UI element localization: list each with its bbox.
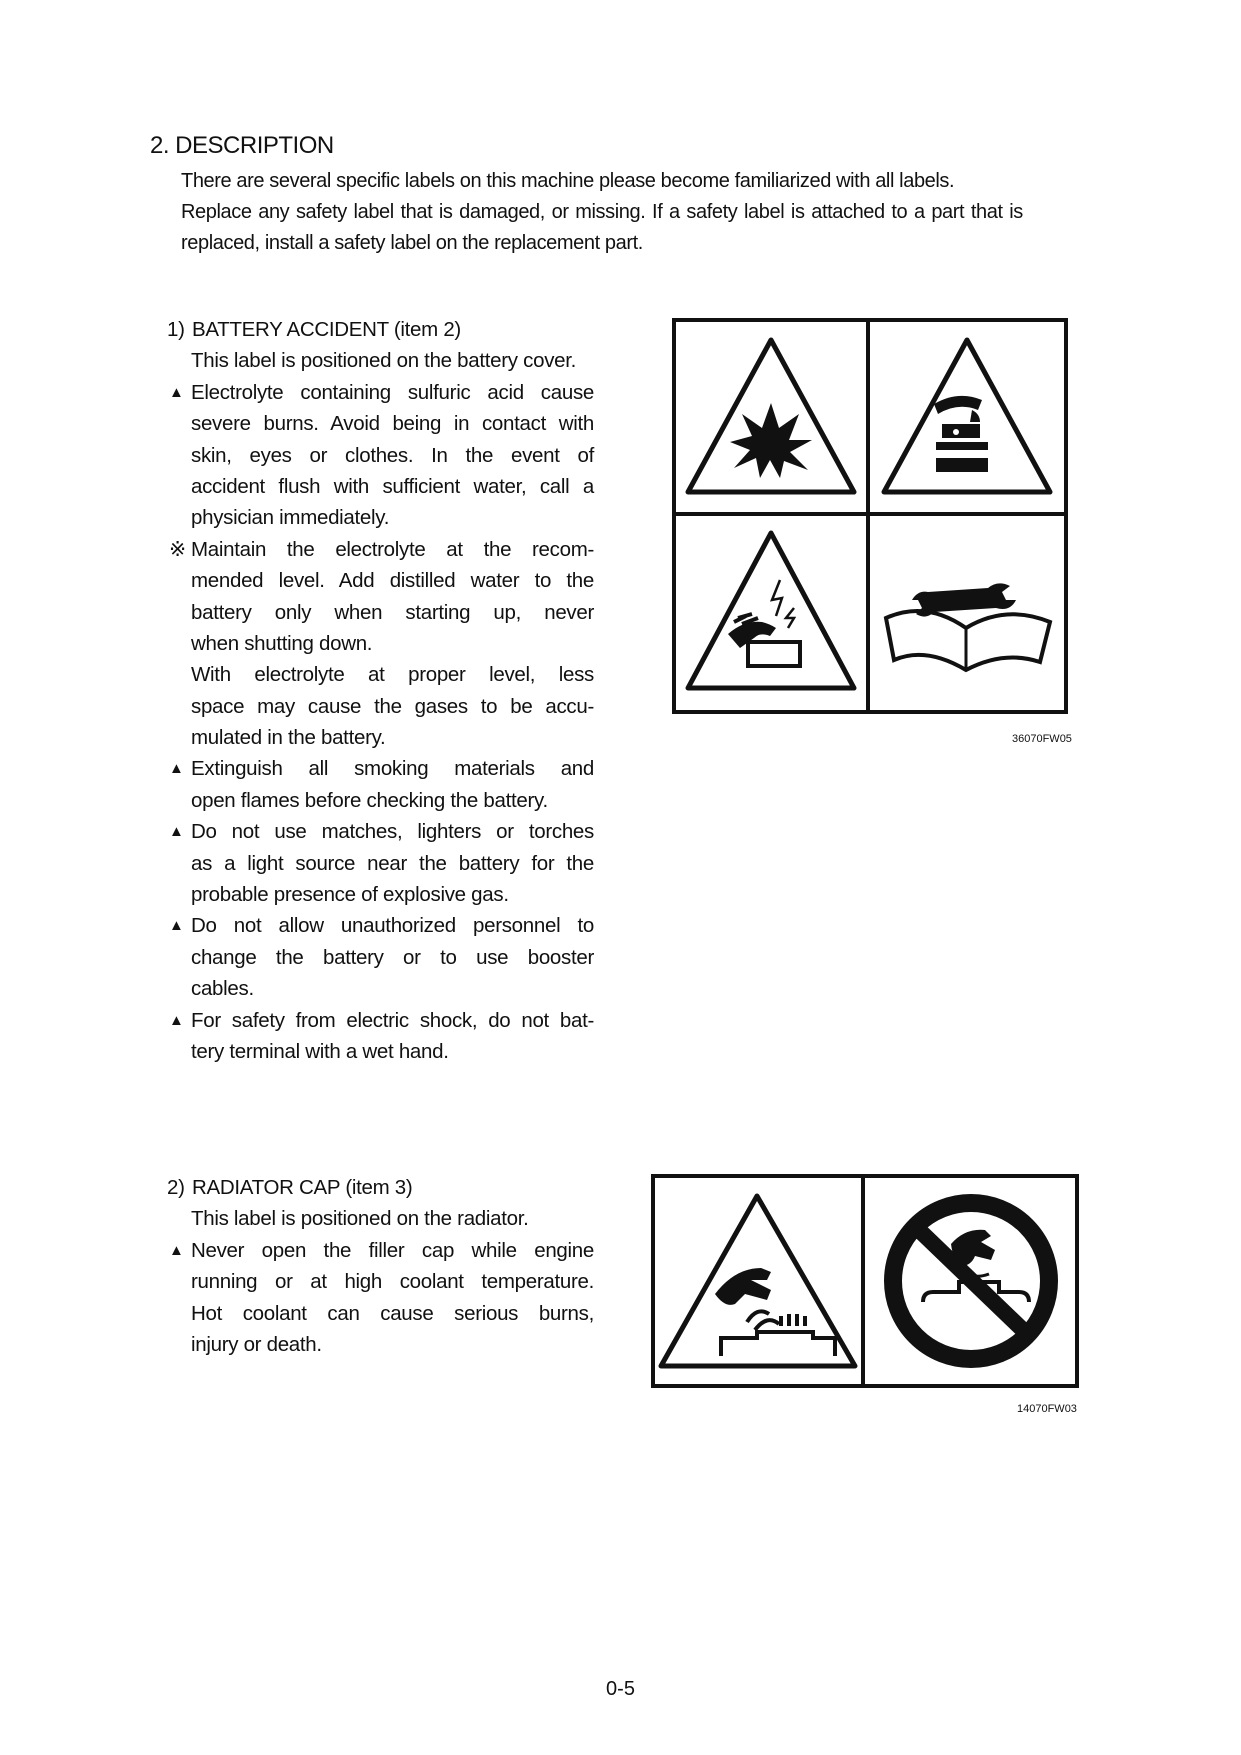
- battery-warning-text: tery terminal with a wet hand.: [191, 1039, 449, 1063]
- do-not-open-cap-icon: [893, 1203, 1049, 1359]
- warning-triangle-icon: ▲: [169, 917, 184, 935]
- warning-triangle-icon: ▲: [169, 823, 184, 841]
- battery-electric-shock-warning-icon: [688, 533, 854, 688]
- battery-warning-text: mulated in the battery.: [191, 726, 386, 750]
- battery-warning-line: [163, 565, 594, 596]
- battery-warning-line: [163, 691, 594, 722]
- battery-warning-line: [163, 879, 594, 910]
- battery-warning-line: [163, 502, 594, 533]
- battery-warning-text: cables.: [191, 977, 254, 1001]
- battery-warning-line: [163, 534, 594, 565]
- battery-warning-text: open flames before checking the battery.: [191, 788, 548, 812]
- battery-warning-text: as a light source near the battery for the: [191, 851, 594, 875]
- battery-warning-text: when shutting down.: [191, 631, 373, 655]
- explosion-warning-icon: [688, 340, 854, 492]
- radiator-label-figure: [651, 1174, 1079, 1390]
- warning-triangle-icon: ▲: [169, 383, 184, 401]
- radiator-position: This label is positioned on the radiator.: [191, 1207, 529, 1231]
- radiator-warning-text: running or at high coolant temperature.: [191, 1270, 594, 1294]
- note-mark-icon: ※: [169, 537, 186, 561]
- intro-line-3: replaced, install a safety label on the replacement part.: [181, 232, 643, 254]
- battery-label-figure: [672, 318, 1068, 715]
- battery-warning-line: [163, 785, 594, 816]
- battery-warning-text: space may cause the gases to be accu-: [191, 694, 594, 718]
- battery-warning-line: [163, 659, 594, 690]
- battery-warning-line: [163, 910, 594, 941]
- battery-warning-line: [163, 848, 594, 879]
- radiator-warning-line: [163, 1266, 594, 1297]
- battery-warning-line: [163, 597, 594, 628]
- battery-warning-line: [163, 471, 594, 502]
- radiator-title: RADIATOR CAP: [192, 1176, 340, 1199]
- radiator-number: 2): [167, 1176, 185, 1199]
- intro-line-2: Replace any safety label that is damaged, or missing. If a safety label is attached to a part that is: [181, 201, 1023, 223]
- battery-warning-text: skin, eyes or clothes. In the event of: [191, 443, 594, 467]
- radiator-warning-line: [163, 1298, 594, 1329]
- battery-warning-text: battery only when starting up, never: [191, 600, 594, 624]
- battery-warning-text: Extinguish all smoking materials and: [191, 757, 594, 781]
- page-number: 0-5: [606, 1678, 635, 1700]
- battery-warning-line: [163, 753, 594, 784]
- battery-label-code: 36070FW05: [1012, 733, 1072, 745]
- battery-warning-text: severe burns. Avoid being in contact with: [191, 412, 594, 436]
- radiator-warning-text: Hot coolant can cause serious burns,: [191, 1301, 594, 1325]
- battery-number: 1): [167, 318, 185, 341]
- radiator-warning-text: Never open the filler cap while engine: [191, 1238, 594, 1262]
- battery-warning-line: [163, 1005, 594, 1036]
- radiator-section: [163, 1172, 594, 1360]
- intro-line-1: There are several specific labels on this machine please become familiarized with all labels.: [181, 170, 955, 192]
- radiator-warning-list: [163, 1235, 594, 1361]
- warning-triangle-icon: ▲: [169, 760, 184, 778]
- battery-warning-text: physician immediately.: [191, 506, 390, 530]
- battery-warning-line: [163, 628, 594, 659]
- battery-heading: [163, 314, 594, 345]
- battery-warning-line: [163, 1036, 594, 1067]
- battery-warning-text: With electrolyte at proper level, less: [191, 663, 594, 687]
- radiator-warning-line: [163, 1235, 594, 1266]
- battery-warning-line: [163, 377, 594, 408]
- battery-warning-text: probable presence of explosive gas.: [191, 883, 509, 907]
- warning-triangle-icon: ▲: [169, 1011, 184, 1029]
- battery-warning-line: [163, 973, 594, 1004]
- hot-coolant-warning-icon: [661, 1196, 855, 1366]
- battery-warning-line: [163, 816, 594, 847]
- battery-warning-text: accident flush with sufficient water, call a: [191, 474, 594, 498]
- radiator-label-code: 14070FW03: [1017, 1403, 1077, 1415]
- battery-warning-text: For safety from electric shock, do not bat-: [191, 1008, 594, 1032]
- battery-warning-line: [163, 722, 594, 753]
- battery-warning-line: [163, 440, 594, 471]
- battery-position: This label is positioned on the battery cover.: [191, 349, 577, 373]
- warning-triangle-icon: ▲: [169, 1241, 184, 1259]
- radiator-item: (item 3): [345, 1176, 413, 1199]
- read-manual-icon: [886, 583, 1050, 670]
- battery-warning-text: Do not allow unauthorized personnel to: [191, 914, 594, 938]
- radiator-heading: [163, 1172, 594, 1203]
- battery-warning-list: [163, 377, 594, 1068]
- battery-warning-text: mended level. Add distilled water to the: [191, 569, 594, 593]
- radiator-warning-line: [163, 1329, 594, 1360]
- battery-warning-line: [163, 408, 594, 439]
- battery-item: (item 2): [393, 318, 461, 341]
- battery-title: BATTERY ACCIDENT: [192, 318, 389, 341]
- corrosive-acid-warning-icon: [884, 340, 1050, 492]
- battery-warning-text: change the battery or to use booster: [191, 945, 594, 969]
- radiator-warning-text: injury or death.: [191, 1332, 322, 1356]
- section-heading: 2. DESCRIPTION: [150, 132, 334, 159]
- battery-warning-text: Electrolyte containing sulfuric acid cause: [191, 380, 594, 404]
- battery-warning-text: Do not use matches, lighters or torches: [191, 820, 594, 844]
- battery-warning-line: [163, 942, 594, 973]
- battery-warning-text: Maintain the electrolyte at the recom-: [191, 537, 594, 561]
- battery-section: [163, 314, 594, 1067]
